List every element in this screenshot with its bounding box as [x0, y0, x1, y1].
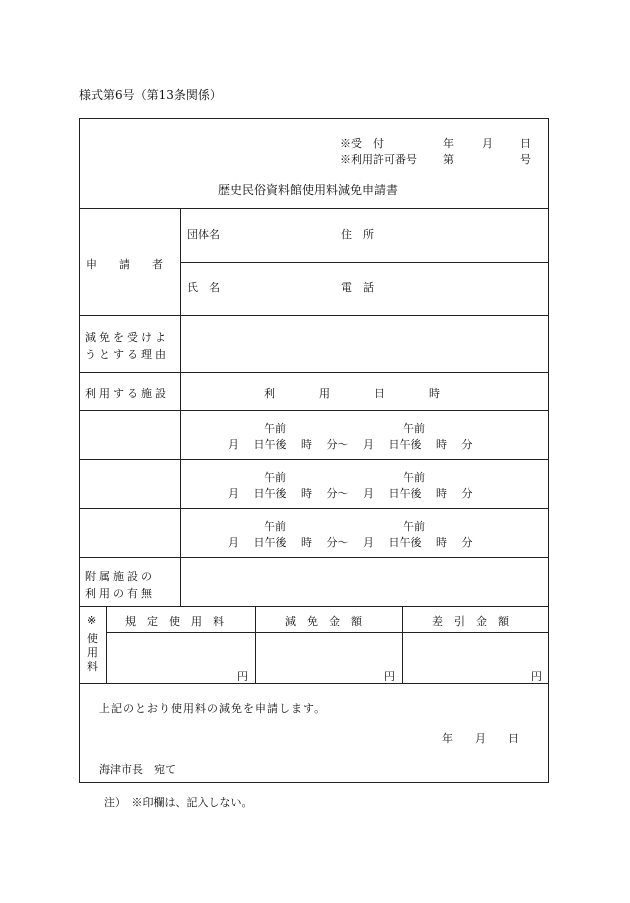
- divider: [79, 410, 549, 411]
- am-label: 午前: [264, 422, 286, 435]
- yen-unit: 円: [384, 670, 395, 683]
- divider: [180, 262, 549, 263]
- divider: [79, 557, 549, 558]
- divider: [79, 508, 549, 509]
- fee-vertical-char: 用: [87, 646, 98, 659]
- org-name-label: 団体名: [187, 228, 220, 241]
- fee-col-balance: 差 引 金 額: [432, 615, 509, 628]
- permit-dai: 第: [443, 153, 454, 166]
- received-month: 月: [482, 137, 493, 150]
- datetime-line: 月 日午後 時 分～ 月 日午後 時 分: [228, 438, 473, 451]
- divider: [79, 606, 549, 607]
- datetime-line: 月 日午後 時 分～ 月 日午後 時 分: [228, 487, 473, 500]
- divider: [79, 208, 549, 209]
- am-label: 午前: [264, 471, 286, 484]
- declaration-text: 上記のとおり使用料の減免を申請します。: [99, 702, 327, 715]
- divider: [402, 606, 403, 683]
- fee-vertical-char: 使: [87, 632, 98, 645]
- am-label: 午前: [403, 520, 425, 533]
- footnote: 注） ※印欄は、記入しない。: [104, 796, 253, 809]
- reason-label-2: うとする理由: [85, 348, 169, 361]
- yen-unit: 円: [237, 670, 248, 683]
- attached-label-2: 利用の有無: [85, 587, 155, 600]
- divider: [79, 372, 549, 373]
- application-date: 年 月 日: [442, 732, 519, 745]
- addressee: 海津市長 宛て: [99, 763, 176, 776]
- divider: [106, 606, 107, 683]
- am-label: 午前: [403, 422, 425, 435]
- yen-unit: 円: [531, 670, 542, 683]
- divider: [180, 208, 181, 606]
- fee-mark: ※: [87, 614, 97, 627]
- phone-label: 電 話: [341, 281, 374, 294]
- received-day: 日: [520, 137, 531, 150]
- datetime-header: 利 用 日 時: [264, 387, 440, 400]
- am-label: 午前: [264, 520, 286, 533]
- applicant-label: 申 請 者: [86, 258, 163, 271]
- divider: [255, 606, 256, 683]
- divider: [79, 459, 549, 460]
- facility-label: 利用する施設: [85, 387, 169, 400]
- fee-vertical-char: 料: [87, 660, 98, 673]
- received-label: ※受 付: [340, 137, 384, 150]
- permit-go: 号: [520, 153, 531, 166]
- datetime-line: 月 日午後 時 分～ 月 日午後 時 分: [228, 536, 473, 549]
- fee-col-standard: 規 定 使 用 料: [125, 615, 224, 628]
- fee-col-reduction: 減 免 金 額: [285, 615, 362, 628]
- divider: [106, 632, 549, 633]
- reason-label-1: 減免を受けよ: [85, 331, 169, 344]
- attached-label-1: 附属施設の: [85, 570, 155, 583]
- divider: [79, 315, 549, 316]
- received-year: 年: [443, 137, 454, 150]
- am-label: 午前: [403, 471, 425, 484]
- divider: [79, 683, 549, 684]
- form-reference: 様式第6号（第13条関係）: [79, 88, 222, 102]
- permit-number-label: ※利用許可番号: [340, 153, 417, 166]
- form-title: 歴史民俗資料館使用料減免申請書: [218, 183, 399, 197]
- address-label: 住 所: [341, 228, 374, 241]
- name-label: 氏 名: [187, 281, 220, 294]
